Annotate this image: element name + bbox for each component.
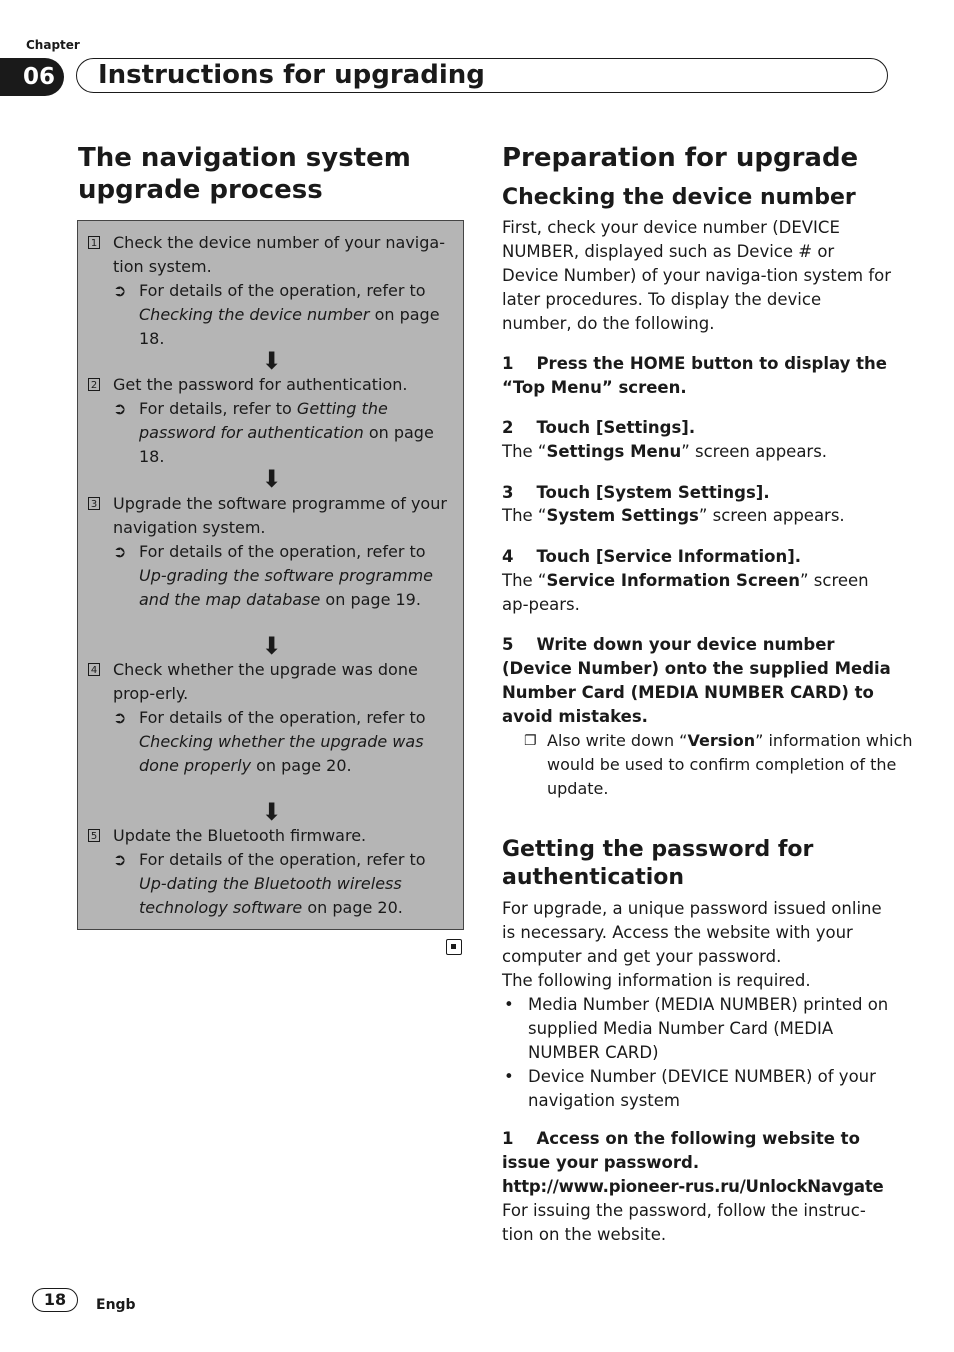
- flow-step-2: [88, 373, 454, 469]
- step-reference: ➲ For details of the operation, refer to Checking whether the upgrade was done properly on page 20.: [113, 708, 426, 775]
- step-reference: ➲ For details of the operation, refer to Checking the device number on page 18.: [113, 281, 440, 348]
- page-number: 18: [32, 1288, 78, 1312]
- flow-step-3: [88, 492, 454, 612]
- step-reference: ➲ For details of the operation, refer to Up-dating the Bluetooth wireless technology software on page 20.: [113, 850, 426, 917]
- down-arrow-icon: ⬇: [261, 632, 282, 660]
- reference-arrow-icon: ➲: [113, 399, 127, 418]
- procedure-step-5: 5 Write down your device number (Device Number) onto the supplied Media Number Card (MEDIA NUMBER CARD) to avoid mistakes.: [502, 635, 891, 726]
- step-reference: ➲ For details, refer to Getting the password for authentication on page 18.: [113, 399, 434, 466]
- chapter-title: Instructions for upgrading: [98, 60, 485, 90]
- reference-link[interactable]: Checking whether the upgrade was done properly: [139, 732, 424, 775]
- step-text: Update the Bluetooth firmware.: [113, 826, 367, 845]
- final-paragraph: For issuing the password, follow the instruc-tion on the website.: [502, 1201, 866, 1244]
- reference-link[interactable]: Checking the device number: [139, 305, 370, 324]
- procedure-step-1: 1 Press the HOME button to display the “Top Menu” screen.: [502, 354, 887, 397]
- chapter-number: 06: [0, 58, 64, 96]
- reference-arrow-icon: ➲: [113, 708, 127, 727]
- upgrade-flow-box: [77, 220, 464, 930]
- procedure-step-4-result: The “Service Information Screen” screen ap-pears.: [502, 571, 869, 614]
- left-title-line1: The navigation system: [78, 143, 411, 173]
- procedure-step-2-result: The “Settings Menu” screen appears.: [502, 442, 828, 461]
- reference-arrow-icon: ➲: [113, 850, 127, 869]
- step-number-box: 5: [88, 829, 100, 842]
- left-section-title: [78, 142, 468, 206]
- subheading-password: Getting the password for authentication: [502, 837, 814, 890]
- down-arrow-icon: ⬇: [261, 798, 282, 826]
- step-text: Check the device number of your naviga-tion system.: [113, 233, 445, 276]
- reference-arrow-icon: ➲: [113, 281, 127, 300]
- list-item: • Media Number (MEDIA NUMBER) printed on supplied Media Number Card (MEDIA NUMBER CARD): [504, 995, 889, 1062]
- right-section-title: Preparation for upgrade: [502, 143, 859, 173]
- procedure-step-3-result: The “System Settings” screen appears.: [502, 506, 845, 525]
- down-arrow-icon: ⬇: [261, 347, 282, 375]
- step-number-box: 3: [88, 497, 100, 510]
- reference-link[interactable]: Getting the password for authentication: [139, 399, 388, 442]
- step-text: Get the password for authentication.: [113, 375, 408, 394]
- procedure-step-4: 4 Touch [Service Information].: [502, 547, 802, 566]
- list-item: • Device Number (DEVICE NUMBER) of your navigation system: [504, 1067, 876, 1110]
- reference-arrow-icon: ➲: [113, 542, 127, 561]
- left-title-line2: upgrade process: [78, 175, 323, 205]
- unlock-url-link[interactable]: http://www.pioneer-rus.ru/UnlockNavgate: [502, 1177, 884, 1196]
- note-box-icon: ❐: [524, 733, 537, 749]
- language-code: Engb: [96, 1297, 136, 1313]
- access-step-1: 1 Access on the following website to issue your password.: [502, 1129, 860, 1172]
- down-arrow-icon: ⬇: [261, 465, 282, 493]
- intro-paragraph: First, check your device number (DEVICE NUMBER, displayed such as Device # or Device Number) of your naviga-tion system for later procedures. To display the device number, do the following.: [502, 218, 892, 333]
- procedure-step-3: 3 Touch [System Settings].: [502, 483, 770, 502]
- step-number-box: 4: [88, 663, 100, 676]
- step-text: Check whether the upgrade was done prop-erly.: [113, 660, 418, 703]
- flow-step-5: [88, 824, 454, 920]
- flow-step-1: [88, 231, 454, 351]
- password-paragraph: For upgrade, a unique password issued online is necessary. Access the website with your computer and get your password. The following information is required. • Media Number (MEDIA NUMBER) printed on supplied Media Number Card (MEDIA NUMBER CARD) • Device Number (DEVICE NUMBER) of your navigation system: [502, 897, 892, 1113]
- subheading-device-number: Checking the device number: [502, 185, 856, 210]
- step-number-box: 1: [88, 236, 100, 249]
- step-number-box: 2: [88, 378, 100, 391]
- flow-step-4: [88, 658, 454, 778]
- procedure-step-2: 2 Touch [Settings].: [502, 418, 696, 437]
- version-note: ❐ Also write down “Version” information which would be used to confirm completion of the update.: [524, 731, 913, 798]
- reference-link[interactable]: Up-dating the Bluetooth wireless technology software: [139, 874, 402, 917]
- reference-link[interactable]: Up-grading the software programme and the map database: [139, 566, 434, 609]
- step-reference: ➲ For details of the operation, refer to Up-grading the software programme and the map database on page 19.: [113, 542, 434, 609]
- step-text: Upgrade the software programme of your navigation system.: [113, 494, 447, 537]
- section-end-icon: [446, 939, 462, 955]
- chapter-label: Chapter: [26, 38, 80, 52]
